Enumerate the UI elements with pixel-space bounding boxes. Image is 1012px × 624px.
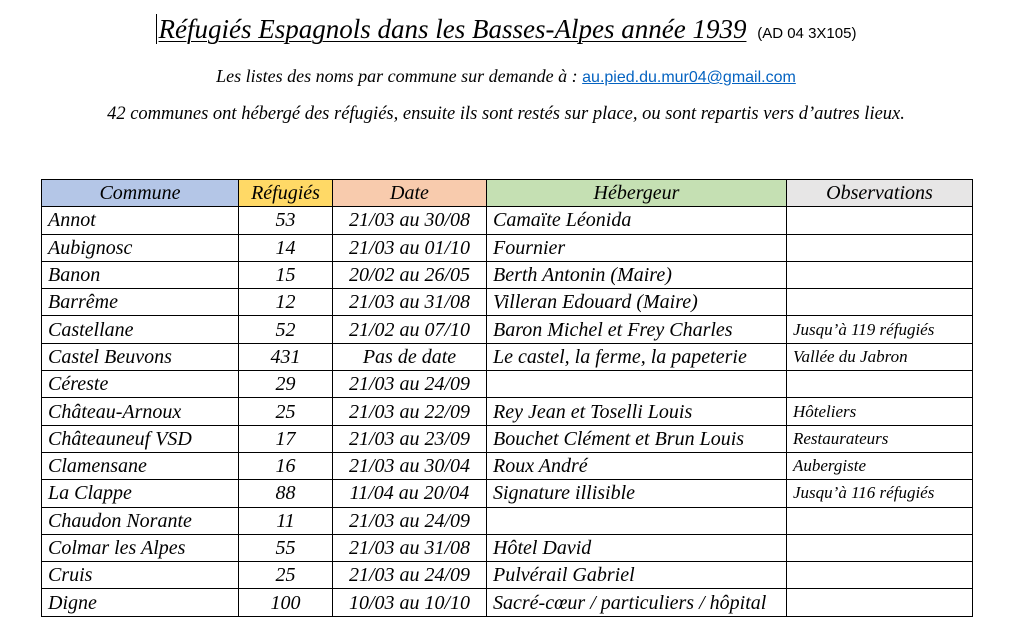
cell-observations: Jusqu’à 119 réfugiés [787,316,973,343]
cell-observations [787,289,973,316]
cell-date: 21/03 au 24/09 [333,371,487,398]
email-link[interactable]: au.pied.du.mur04@gmail.com [582,69,796,86]
column-header-observations: Observations [787,180,973,207]
column-header-date: Date [333,180,487,207]
cell-observations [787,562,973,589]
cell-refugies: 53 [239,207,333,234]
cell-observations [787,207,973,234]
cell-refugies: 17 [239,425,333,452]
cell-refugies: 25 [239,398,333,425]
request-text: Les listes des noms par commune sur demande à : [216,66,578,86]
cell-refugies: 11 [239,507,333,534]
table-row [42,507,973,534]
cell-commune: Clamensane [42,452,239,479]
text-cursor [156,14,157,44]
column-header-commune: Commune [42,180,239,207]
table-row [42,316,973,343]
cell-hebergeur: Rey Jean et Toselli Louis [487,398,787,425]
cell-hebergeur [487,507,787,534]
cell-hebergeur: Roux André [487,452,787,479]
table-row [42,289,973,316]
cell-commune: Barrême [42,289,239,316]
cell-hebergeur: Bouchet Clément et Brun Louis [487,425,787,452]
cell-commune: Chaudon Norante [42,507,239,534]
cell-date: 21/03 au 31/08 [333,289,487,316]
cell-observations: Jusqu’à 116 réfugiés [787,480,973,507]
cell-hebergeur: Baron Michel et Frey Charles [487,316,787,343]
cell-observations: Aubergiste [787,452,973,479]
cell-observations [787,507,973,534]
cell-hebergeur: Le castel, la ferme, la papeterie [487,343,787,370]
column-header-hebergeur: Hébergeur [487,180,787,207]
cell-hebergeur: Signature illisible [487,480,787,507]
table-row [42,207,973,234]
cell-refugies: 14 [239,234,333,261]
cell-observations [787,371,973,398]
cell-commune: Castellane [42,316,239,343]
table-row [42,452,973,479]
table-row [42,480,973,507]
table-row [42,425,973,452]
cell-commune: Céreste [42,371,239,398]
cell-date: 21/03 au 31/08 [333,534,487,561]
cell-refugies: 100 [239,589,333,616]
cell-date: 21/03 au 01/10 [333,234,487,261]
cell-commune: La Clappe [42,480,239,507]
cell-observations [787,261,973,288]
cell-hebergeur [487,371,787,398]
cell-hebergeur: Pulvérail Gabriel [487,562,787,589]
table-row [42,343,973,370]
cell-commune: Colmar les Alpes [42,534,239,561]
cell-observations [787,589,973,616]
cell-date: 21/03 au 23/09 [333,425,487,452]
cell-date: 21/02 au 07/10 [333,316,487,343]
table-row [42,371,973,398]
title-text: Réfugiés Espagnols dans les Basses-Alpes année 1939 [158,14,747,44]
cell-date: 21/03 au 30/04 [333,452,487,479]
cell-hebergeur: Camaïte Léonida [487,207,787,234]
cell-commune: Digne [42,589,239,616]
table-row [42,234,973,261]
table-row [42,562,973,589]
cell-observations: Vallée du Jabron [787,343,973,370]
cell-refugies: 52 [239,316,333,343]
page-title [0,14,1012,45]
cell-commune: Castel Beuvons [42,343,239,370]
cell-hebergeur: Villeran Edouard (Maire) [487,289,787,316]
summary-text: 42 communes ont hébergé des réfugiés, ensuite ils sont restés sur place, ou sont repartis vers d’autres lieux. [107,104,905,124]
cell-hebergeur: Sacré-cœur / particuliers / hôpital [487,589,787,616]
request-line [0,66,1012,87]
column-header-refugies: Réfugiés [239,180,333,207]
cell-observations [787,234,973,261]
cell-date: 11/04 au 20/04 [333,480,487,507]
table-header-row [42,180,973,207]
cell-commune: Châteauneuf VSD [42,425,239,452]
cell-refugies: 25 [239,562,333,589]
cell-observations: Restaurateurs [787,425,973,452]
cell-refugies: 88 [239,480,333,507]
source-reference: (AD 04 3X105) [757,25,857,42]
cell-observations [787,534,973,561]
table-row [42,534,973,561]
cell-commune: Annot [42,207,239,234]
cell-commune: Château-Arnoux [42,398,239,425]
cell-commune: Banon [42,261,239,288]
cell-date: 21/03 au 22/09 [333,398,487,425]
refugees-table [41,179,973,617]
cell-refugies: 431 [239,343,333,370]
table-row [42,261,973,288]
cell-date: 21/03 au 30/08 [333,207,487,234]
cell-hebergeur: Hôtel David [487,534,787,561]
table-row [42,398,973,425]
cell-refugies: 29 [239,371,333,398]
cell-observations: Hôteliers [787,398,973,425]
cell-hebergeur: Berth Antonin (Maire) [487,261,787,288]
cell-date: 21/03 au 24/09 [333,507,487,534]
cell-commune: Aubignosc [42,234,239,261]
cell-hebergeur: Fournier [487,234,787,261]
cell-date: 20/02 au 26/05 [333,261,487,288]
table-body [42,207,973,616]
table-row [42,589,973,616]
cell-refugies: 12 [239,289,333,316]
cell-refugies: 15 [239,261,333,288]
cell-date: 21/03 au 24/09 [333,562,487,589]
cell-refugies: 55 [239,534,333,561]
cell-date: 10/03 au 10/10 [333,589,487,616]
cell-date: Pas de date [333,343,487,370]
cell-commune: Cruis [42,562,239,589]
cell-refugies: 16 [239,452,333,479]
